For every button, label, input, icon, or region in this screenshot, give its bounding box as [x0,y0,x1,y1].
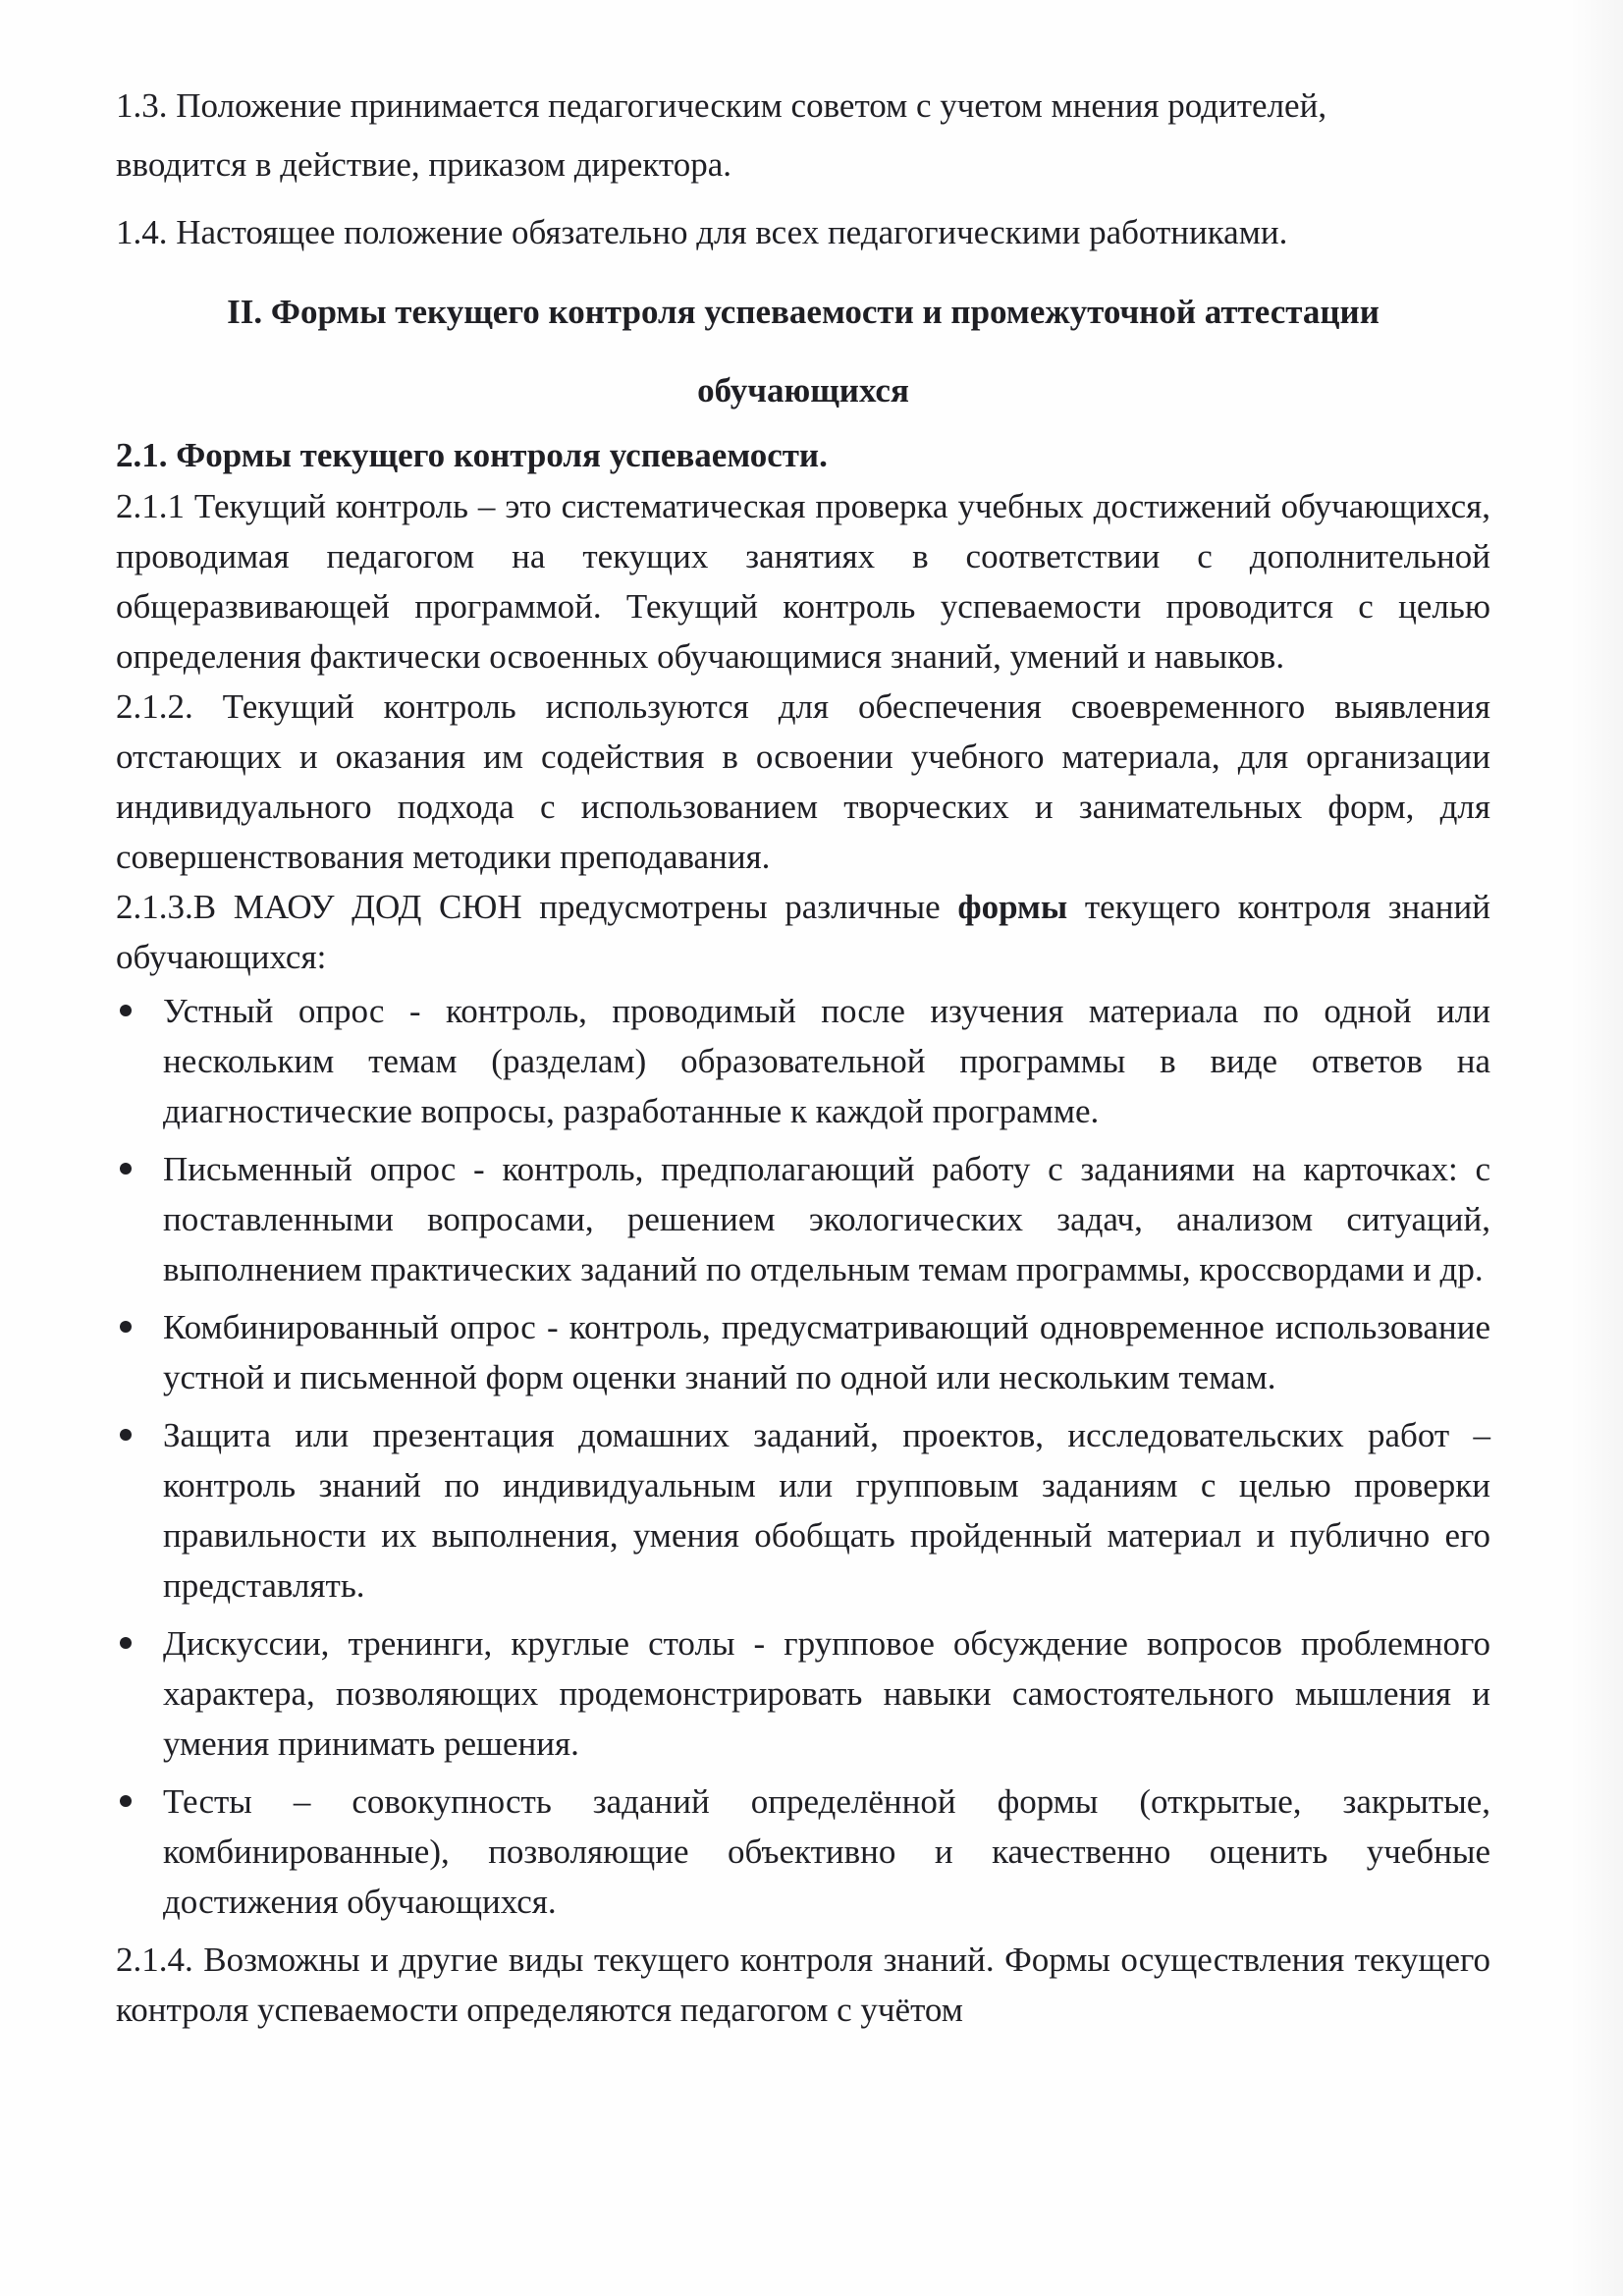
bullet-icon [120,1637,132,1649]
paragraph-2-1-2: 2.1.2. Текущий контроль используются для обеспечения своевременного выявления отстающих и оказания им содействия в освоении учебного материала, для организации индивидуального подхода с использованием творческих и занимательных форм, для совершенствования методики преподавания. [116,687,1490,876]
list-item-text: Тесты – совокупность заданий определённой формы (открытые, закрытые, комбинированные), позволяющие объективно и качественно оценить учебные достижения обучающихся. [163,1782,1490,1921]
forms-list [116,986,1490,1927]
list-item-text: Устный опрос - контроль, проводимый после изучения материала по одной или нескольким темам (разделам) образовательной программы в виде ответов на диагностические вопросы, разработанные к каждой программе. [163,992,1490,1130]
paragraph-1-4: 1.4. Настоящее положение обязательно для всех педагогическими работниками. [116,213,1288,251]
list-item [116,1302,1490,1402]
paragraph-2-1-3-start: 2.1.3.В МАОУ ДОД СЮН предусмотрены различные [116,888,958,926]
subheading-2-1: 2.1. Формы текущего контроля успеваемости. [116,436,828,474]
bullet-icon [120,1795,132,1807]
paragraph-1-3-line-1: 1.3. Положение принимается педагогическим советом с учетом мнения родителей, [116,86,1327,125]
list-item-text: Дискуссии, тренинги, круглые столы - групповое обсуждение вопросов проблемного характера, позволяющих продемонстрировать навыки самостоятельного мышления и умения принимать решения. [163,1624,1490,1763]
list-item [116,1144,1490,1294]
paragraph-2-1-3-end: текущего контроля знаний обучающихся: [116,888,1490,976]
list-item [116,986,1490,1136]
section-title-line-1: II. Формы текущего контроля успеваемости и промежуточной аттестации [227,293,1380,331]
bullet-icon [120,1005,132,1016]
list-item-text: Комбинированный опрос - контроль, предусматривающий одновременное использование устной и письменной форм оценки знаний по одной или нескольким темам. [163,1308,1490,1396]
list-item [116,1618,1490,1769]
paragraph-1-3 [116,81,1490,190]
paragraph-2-1-3 [116,882,1490,982]
document-body [116,81,1490,2035]
bullet-icon [120,1321,132,1333]
bullet-icon [120,1163,132,1175]
list-item [116,1410,1490,1611]
section-title-line-2: обучающихся [697,371,909,410]
paragraph-2-1-3-bold-word: формы [957,888,1068,926]
list-item-text: Письменный опрос - контроль, предполагающий работу с заданиями на карточках: с поставленными вопросами, решением экологических задач, анализом ситуаций, выполнением практических заданий по отдельным темам программы, кроссвордами и др. [163,1150,1490,1288]
paragraph-1-3-line-2: вводится в действие, приказом директора. [116,145,731,184]
list-item [116,1777,1490,1927]
scan-edge-shadow [1569,0,1623,2296]
paragraph-2-1-4: 2.1.4. Возможны и другие виды текущего контроля знаний. Формы осуществления текущего контроля успеваемости определяются педагогом с учётом [116,1941,1490,2029]
bullet-icon [120,1429,132,1441]
list-item-text: Защита или презентация домашних заданий, проектов, исследовательских работ – контроль знаний по индивидуальным или групповым заданиям с целью проверки правильности их выполнения, умения обобщать пройденный материал и публично его представлять. [163,1416,1490,1605]
paragraph-2-1-1: 2.1.1 Текущий контроль – это систематическая проверка учебных достижений обучающихся, проводимая педагогом на текущих занятиях в соответствии с дополнительной общеразвивающей программой. Текущий контроль успеваемости проводится с целью определения фактически освоенных обучающимися знаний, умений и навыков. [116,487,1490,676]
